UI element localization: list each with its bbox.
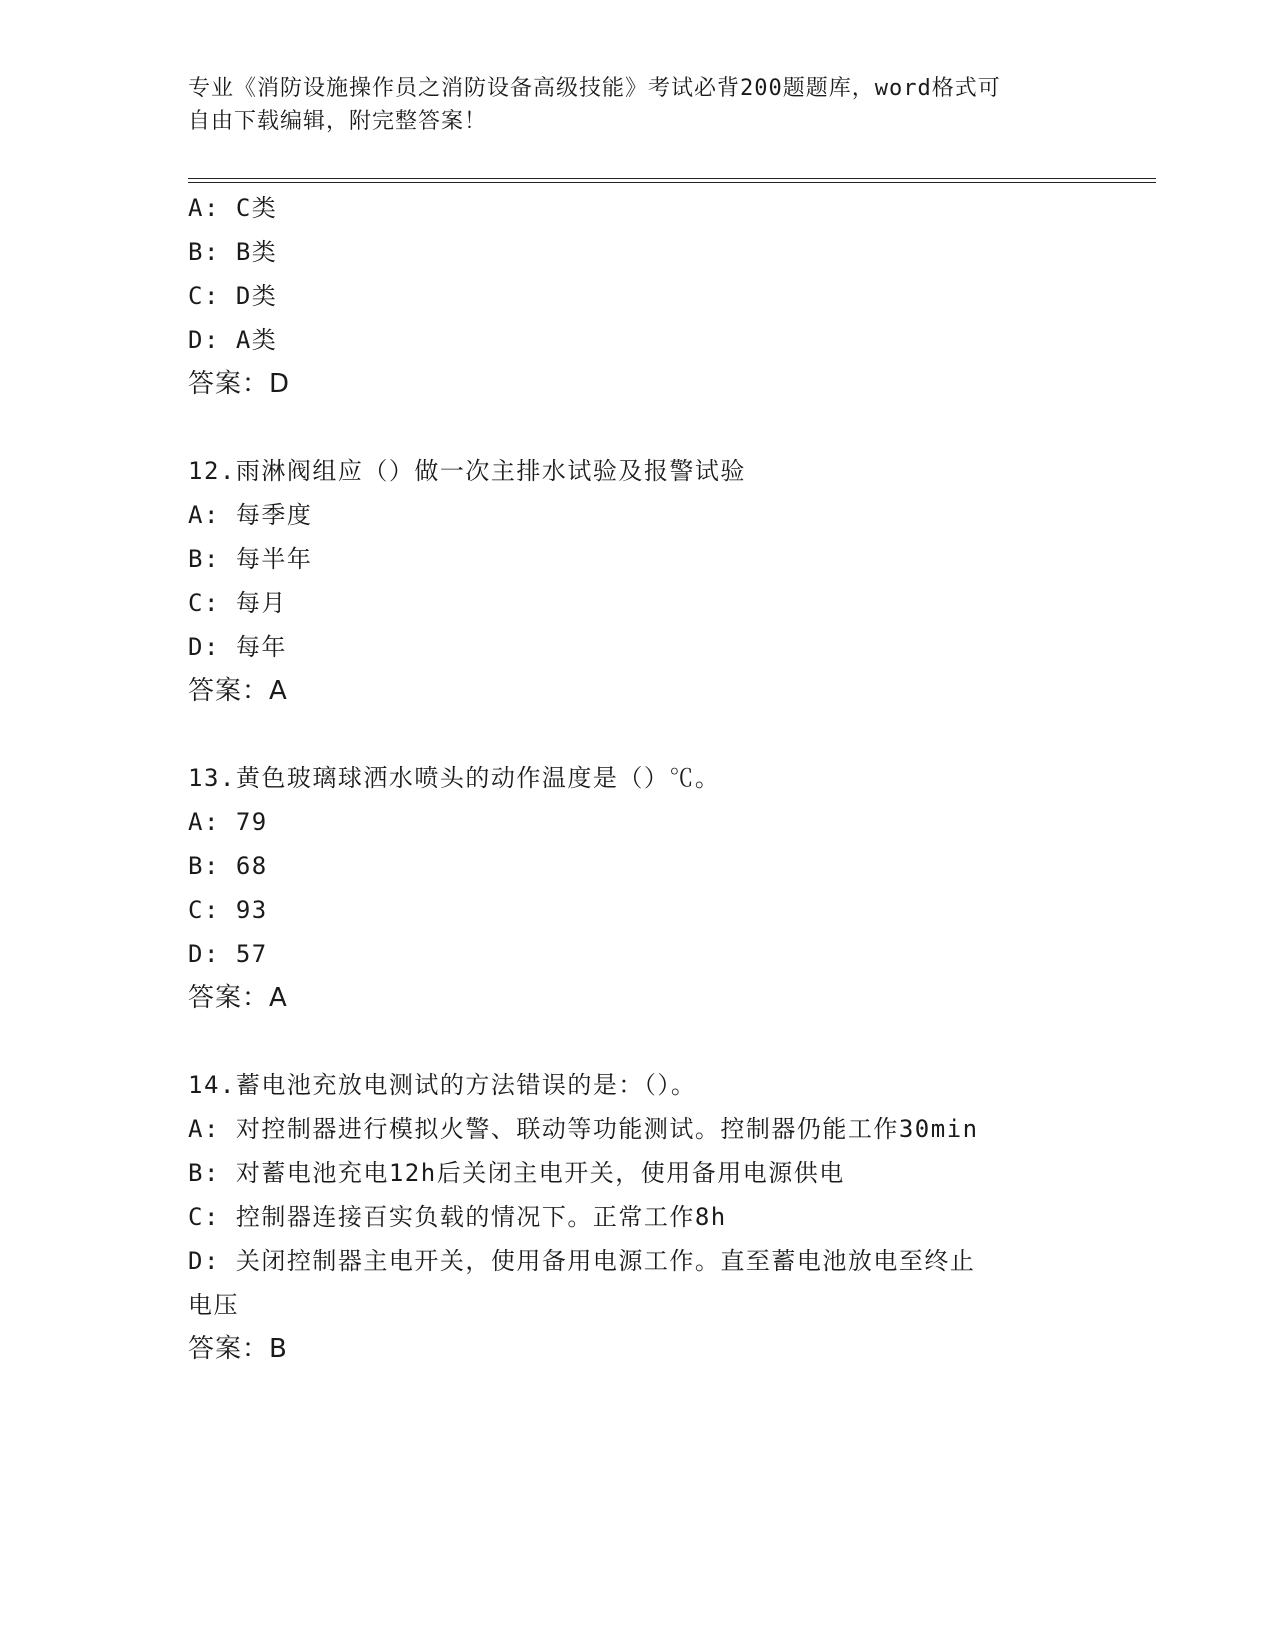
- q12-question: 12.雨淋阀组应（）做一次主排水试验及报警试验: [188, 457, 746, 485]
- q14-question: 14.蓄电池充放电测试的方法错误的是：（）。: [188, 1071, 697, 1099]
- q14-option-b: B: 对蓄电池充电12h后关闭主电开关，使用备用电源供电: [188, 1159, 845, 1187]
- q11-option-a: A: C类: [188, 194, 278, 222]
- header-divider-top: [188, 178, 1156, 179]
- document-header: [188, 72, 1088, 138]
- q12-option-b: B: 每半年: [188, 545, 313, 573]
- q13-option-c: C: 93: [188, 896, 268, 924]
- q11-option-b: B: B类: [188, 238, 278, 266]
- q14-option-a: A: 对控制器进行模拟火警、联动等功能测试。控制器仍能工作30min: [188, 1115, 979, 1143]
- q12-answer: 答案：A: [188, 676, 288, 706]
- q13-question: 13.黄色玻璃球洒水喷头的动作温度是（）℃。: [188, 764, 721, 792]
- q14-option-d: D: 关闭控制器主电开关，使用备用电源工作。直至蓄电池放电至终止: [188, 1247, 976, 1275]
- q14-answer: 答案：B: [188, 1334, 288, 1364]
- q11-option-d: D: A类: [188, 326, 278, 354]
- q13-option-a: A: 79: [188, 808, 268, 836]
- q13-answer: 答案：A: [188, 983, 288, 1013]
- q14-option-d-continued: 电压: [188, 1291, 239, 1319]
- header-divider-bottom: [188, 182, 1156, 183]
- q12-option-c: C: 每月: [188, 589, 287, 617]
- header-line-2: 自由下载编辑，附完整答案！: [188, 109, 488, 134]
- q13-option-d: D: 57: [188, 940, 268, 968]
- q13-option-b: B: 68: [188, 852, 268, 880]
- q11-option-c: C: D类: [188, 282, 278, 310]
- q14-option-c: C: 控制器连接百实负载的情况下。正常工作8h: [188, 1203, 727, 1231]
- q12-option-a: A: 每季度: [188, 501, 313, 529]
- q11-answer: 答案：D: [188, 369, 291, 399]
- header-line-1: 专业《消防设施操作员之消防设备高级技能》考试必背200题题库，word格式可: [188, 76, 1001, 101]
- q12-option-d: D: 每年: [188, 633, 287, 661]
